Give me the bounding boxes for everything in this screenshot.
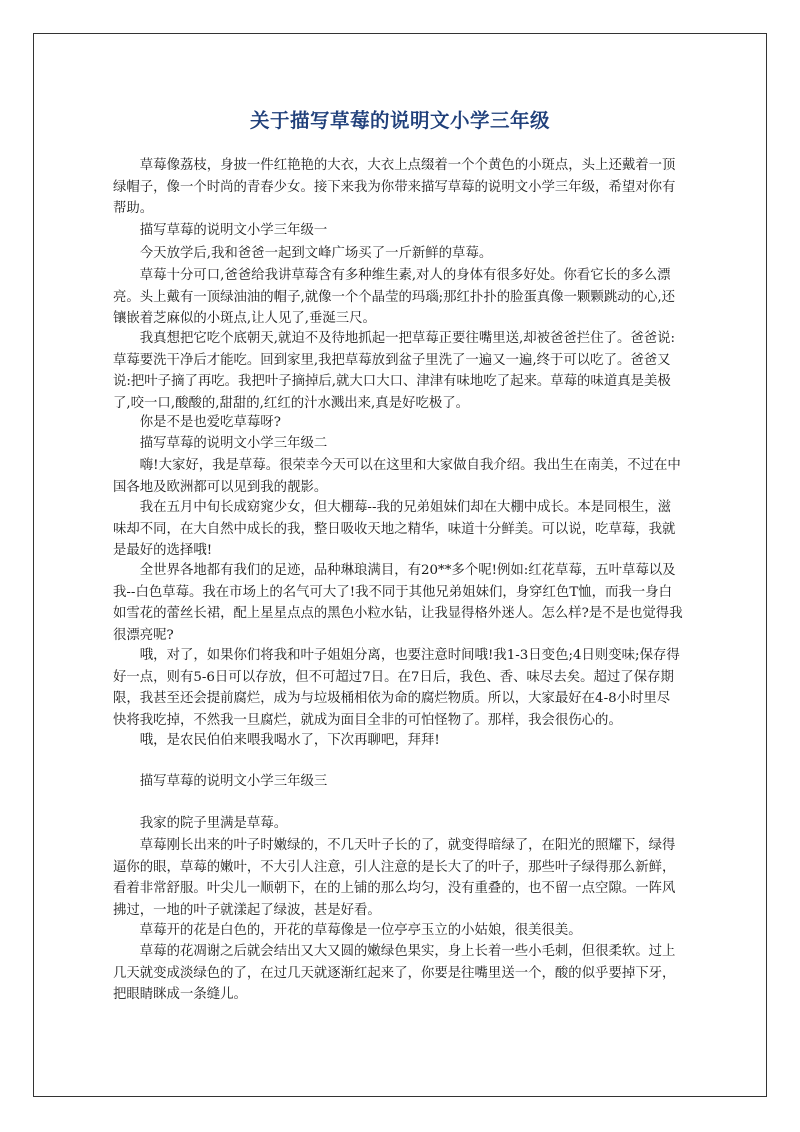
essay3-paragraph: 我家的院子里满是草莓。 — [139, 816, 288, 831]
section-heading-1: 描写草莓的说明文小学三年级一 — [139, 223, 328, 238]
essay2-paragraph: 我在五月中旬长成窈窕少女，但大棚莓--我的兄弟姐妹们却在大棚中成长。本是同根生，滋味却不同，在大自然中成长的我，整日吸收天地之精华，味道十分鲜美。可以说，吃草莓，我就是最好的选择哦! — [113, 500, 676, 559]
essay2-paragraph: 全世界各地都有我们的足迹，品种琳琅满目，有20**多个呢!例如:红花草莓，五叶草莓以及我--白色草莓。我在市场上的名气可大了!我不同于其他兄弟姐妹们，身穿红色T恤，而我一身白如雪花的蕾丝长裙，配上星星点点的黑色小粒水钻，让我显得格外迷人。怎么样?是不是也觉得我很漂亮呢? — [113, 563, 683, 643]
essay1-paragraph: 我真想把它吃个底朝天,就迫不及待地抓起一把草莓正要往嘴里送,却被爸爸拦住了。爸爸说:草莓要洗干净后才能吃。回到家里,我把草莓放到盆子里洗了一遍又一遍,终于可以吃了。爸爸又说:把叶子摘了再吃。我把叶子摘掉后,就大口大口、津津有味地吃了起来。草莓的味道真是美极了,咬一口,酸酸的,甜甜的,红红的汁水溅出来,真是好吃极了。 — [113, 331, 676, 411]
intro-paragraph: 草莓像荔枝，身披一件红艳艳的大衣，大衣上点缀着一个个黄色的小斑点，头上还戴着一顶绿帽子，像一个时尚的青春少女。接下来我为你带来描写草莓的说明文小学三年级，希望对你有帮助。 — [113, 158, 676, 217]
section-heading-3: 描写草莓的说明文小学三年级三 — [139, 774, 328, 789]
essay3-paragraph: 草莓开的花是白色的，开花的草莓像是一位亭亭玉立的小姑娘，很美很美。 — [139, 923, 582, 938]
essay3-paragraph: 草莓的花凋谢之后就会结出又大又圆的嫩绿色果实，身上长着一些小毛刺，但很柔软。过上几天就变成淡绿色的了，在过几天就逐渐红起来了，你要是往嘴里送一个，酸的似乎要掉下牙，把眼睛眯成一条缝儿。 — [113, 944, 676, 1003]
essay1-paragraph: 你是不是也爱吃草莓呀? — [139, 415, 281, 430]
essay1-paragraph: 草莓十分可口,爸爸给我讲草莓含有多种维生素,对人的身体有很多好处。你看它长的多么漂亮。头上戴有一顶绿油油的帽子,就像一个个晶莹的玛瑙;那红扑扑的脸蛋真像一颗颗跳动的心,还镶嵌着芝麻似的小斑点,让人见了,垂涎三尺。 — [113, 268, 676, 327]
page-title: 关于描写草莓的说明文小学三年级 — [249, 109, 550, 132]
essay2-paragraph: 嗨!大家好，我是草莓。很荣幸今天可以在这里和大家做自我介绍。我出生在南美，不过在中国各地及欧洲都可以见到我的靓影。 — [113, 458, 681, 495]
essay2-paragraph: 哦，对了，如果你们将我和叶子姐姐分离，也要注意时间哦!我1-3日变色;4日则变味;保存得好一点，则有5-6日可以存放，但不可超过7日。在7日后，我色、香、味尽去矣。超过了保存期限，我甚至还会提前腐烂，成为与垃圾桶相依为命的腐烂物质。所以，大家最好在4-8小时里尽快将我吃掉，不然我一旦腐烂，就成为面目全非的可怕怪物了。那样，我会很伤心的。 — [113, 648, 680, 728]
essay3-paragraph: 草莓刚长出来的叶子时嫩绿的，不几天叶子长的了，就变得暗绿了，在阳光的照耀下，绿得逼你的眼，草莓的嫩叶，不大引人注意，引人注意的是长大了的叶子，那些叶子绿得那么新鲜，看着非常舒服。叶尖儿一顺朝下，在的上铺的那么均匀，没有重叠的，也不留一点空隙。一阵风拂过，一地的叶子就漾起了绿波，甚是好看。 — [113, 838, 676, 918]
section-heading-2: 描写草莓的说明文小学三年级二 — [139, 436, 328, 451]
essay1-paragraph: 今天放学后,我和爸爸一起到文峰广场买了一斤新鲜的草莓。 — [139, 246, 493, 261]
essay2-paragraph: 哦，是农民伯伯来喂我喝水了，下次再聊吧，拜拜! — [139, 733, 440, 748]
